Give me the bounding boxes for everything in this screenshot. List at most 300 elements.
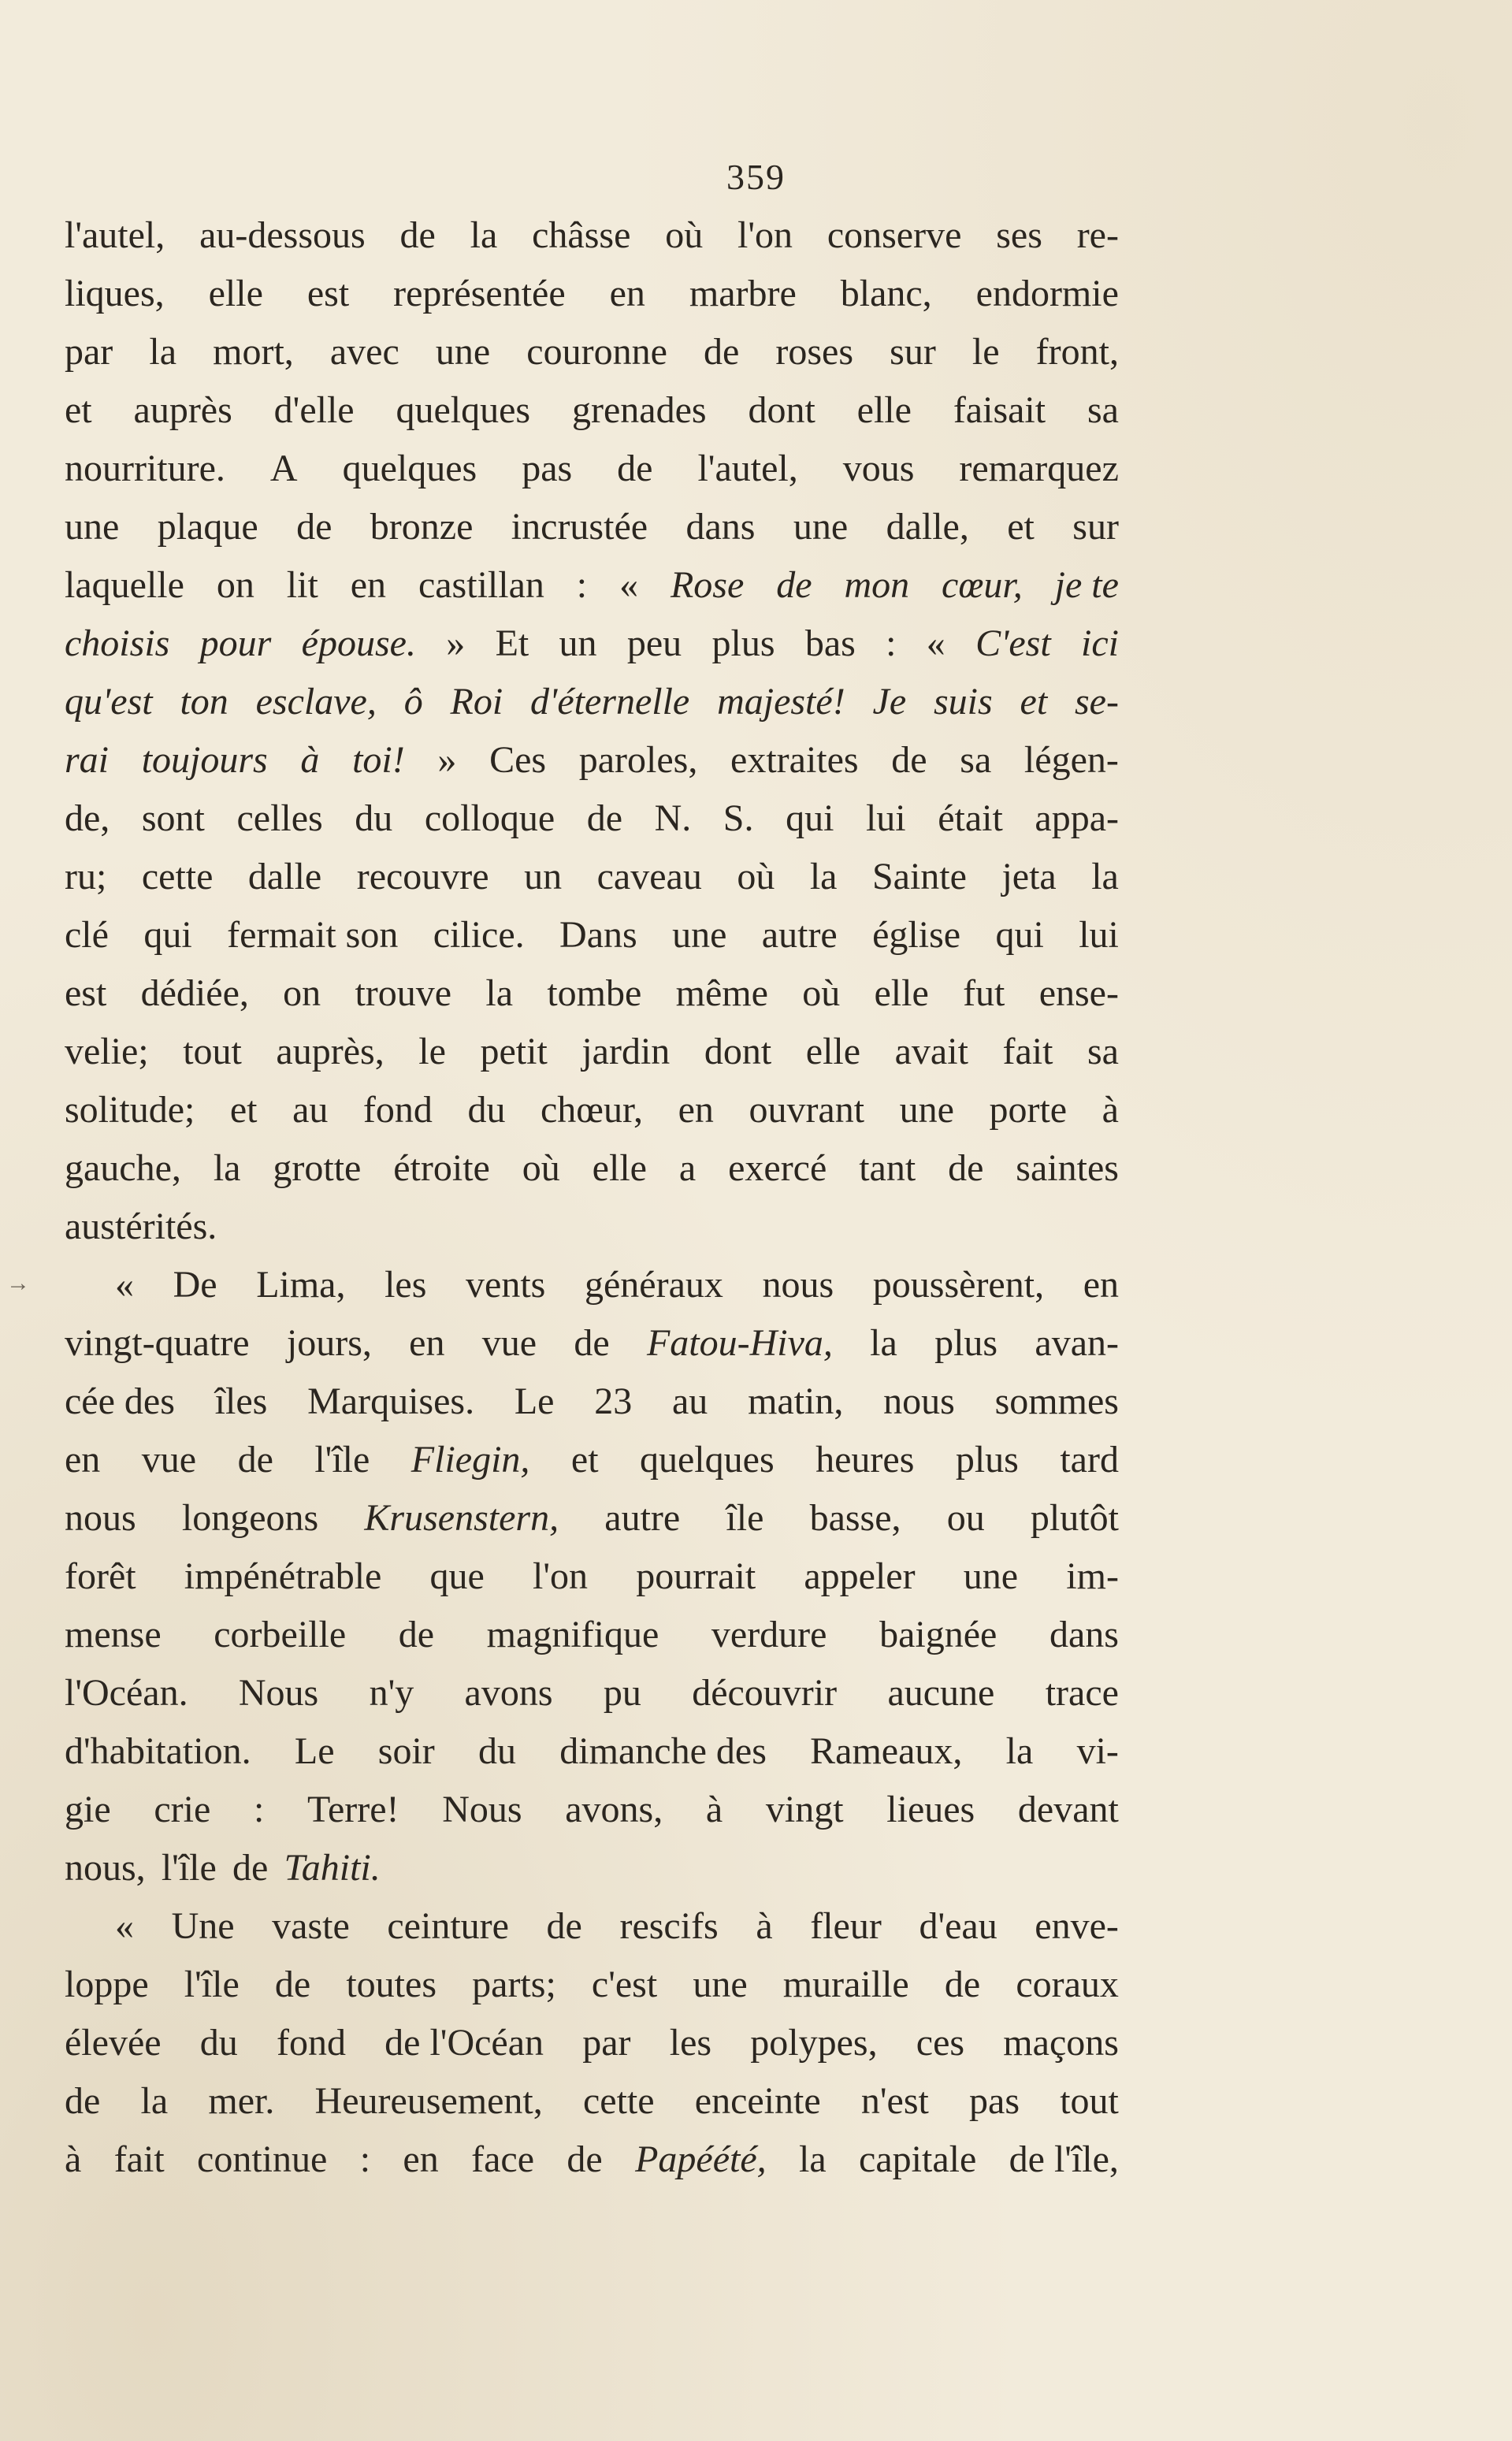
text-line [65, 1547, 1119, 1606]
word: à [1101, 1089, 1119, 1131]
word: liques, [65, 273, 165, 314]
word: une [693, 1964, 748, 2005]
word: aucune [887, 1672, 995, 1714]
word: dans [1049, 1614, 1119, 1655]
word: de, [65, 797, 110, 839]
word: la [799, 2138, 827, 2180]
word: petit [480, 1031, 548, 1072]
word: quelques [640, 1439, 775, 1481]
word: peu [626, 622, 682, 664]
word: quelques [342, 448, 477, 489]
word: plaque [157, 506, 258, 548]
word: trace [1045, 1672, 1119, 1714]
word: l'on [737, 214, 793, 256]
word: de [546, 1905, 582, 1947]
word: dont [748, 389, 815, 431]
word: Fatou-Hiva, [646, 1322, 833, 1364]
word: du [199, 2022, 238, 2064]
word: plus [934, 1322, 998, 1364]
word: on [216, 564, 254, 606]
word: même [675, 972, 768, 1014]
word: généraux [584, 1264, 723, 1306]
word: la [140, 2080, 169, 2122]
word: autre [761, 914, 838, 956]
word: la [485, 972, 514, 1014]
word: vingt-quatre [65, 1322, 250, 1364]
word: couronne [526, 331, 667, 373]
word: sommes [994, 1380, 1119, 1422]
word: jours, [286, 1322, 372, 1364]
word: Krusenstern, [364, 1497, 559, 1539]
word: l'île [161, 1847, 217, 1889]
word: fait [113, 2138, 165, 2180]
word: en [409, 1322, 445, 1364]
word: ses [996, 214, 1042, 256]
word: nous [883, 1380, 955, 1422]
word: faisait [953, 389, 1046, 431]
word: est [306, 273, 350, 314]
word: à [705, 1789, 723, 1830]
word: « [115, 1905, 134, 1947]
text-line [65, 1897, 1119, 1956]
word: plutôt [1030, 1497, 1119, 1539]
word: Rose [670, 564, 745, 606]
word: par [65, 331, 113, 373]
word: île [726, 1497, 764, 1539]
text-line [65, 265, 1119, 323]
word: elle [208, 273, 263, 314]
text-line [65, 1956, 1119, 2014]
word: c'est [591, 1964, 658, 2005]
word: extraites [730, 739, 859, 781]
word: dalle, [886, 506, 969, 548]
word: gie [65, 1789, 111, 1830]
word: pas [969, 2080, 1020, 2122]
word: De [173, 1264, 217, 1306]
word: lit [286, 564, 318, 606]
word: vous [842, 448, 915, 489]
text-line [65, 1373, 1119, 1431]
word: nous [762, 1264, 834, 1306]
text-line [65, 1081, 1119, 1139]
word: en [1083, 1264, 1119, 1306]
text-line [65, 498, 1119, 556]
word: avec [329, 331, 399, 373]
word: d'eau [919, 1905, 997, 1947]
word: » [437, 739, 457, 781]
word: Rameaux, [810, 1730, 963, 1772]
word: soir [377, 1730, 435, 1772]
word: sur [1072, 506, 1119, 548]
word: vents [466, 1264, 546, 1306]
text-line [65, 1256, 1119, 1314]
word: toi! [352, 739, 405, 781]
word: Roi [450, 681, 503, 723]
word: dont [704, 1031, 772, 1072]
word: ces [916, 2022, 965, 2064]
word: l'île [184, 1964, 240, 2005]
word: de [399, 214, 436, 256]
text-line [65, 1722, 1119, 1781]
margin-mark: → [6, 1270, 30, 1296]
word: de [703, 331, 740, 373]
word: mer. [208, 2080, 275, 2122]
word: avons [464, 1672, 553, 1714]
word: Lima, [256, 1264, 346, 1306]
word: majesté! [717, 681, 845, 723]
word: châsse [532, 214, 631, 256]
word: : [253, 1789, 265, 1830]
word: saintes [1016, 1147, 1119, 1189]
word: cette [582, 2080, 655, 2122]
word: où [522, 1147, 560, 1189]
text-line [65, 673, 1119, 731]
word: mon [844, 564, 910, 606]
word: cilice. [433, 914, 525, 956]
word: autre [604, 1497, 681, 1539]
word: Heureusement, [314, 2080, 543, 2122]
text-line [65, 1606, 1119, 1664]
word: vingt [765, 1789, 844, 1830]
word: à [756, 1905, 773, 1947]
word: fut [963, 972, 1005, 1014]
word: sa [1087, 1031, 1119, 1072]
word: de [567, 2138, 603, 2180]
word: endormie [975, 273, 1119, 314]
word: incrustée [511, 506, 648, 548]
word: pour [199, 622, 272, 664]
word: de [617, 448, 653, 489]
word: colloque [424, 797, 555, 839]
word: matin, [748, 1380, 844, 1422]
text-line [65, 1023, 1119, 1081]
word: » [446, 622, 466, 664]
word: pu [603, 1672, 641, 1714]
word: : [886, 622, 897, 664]
text-line [65, 848, 1119, 906]
word: de [232, 1847, 269, 1889]
word: auprès [133, 389, 232, 431]
word: Le [294, 1730, 335, 1772]
word: du [355, 797, 393, 839]
word: de [274, 1964, 311, 2005]
word: tout [183, 1031, 242, 1072]
word: dalle [247, 856, 322, 897]
word: du [467, 1089, 506, 1131]
word: basse, [809, 1497, 901, 1539]
word: au [292, 1089, 329, 1131]
word: de [776, 564, 812, 606]
word: heures [815, 1439, 915, 1481]
word: n'est [860, 2080, 929, 2122]
word: bas [804, 622, 856, 664]
word: en [403, 2138, 439, 2180]
word: bronze [370, 506, 474, 548]
word: que [429, 1555, 485, 1597]
word: Et [495, 622, 529, 664]
word: l'Océan. [65, 1672, 188, 1714]
word: poussèrent, [872, 1264, 1045, 1306]
word: forêt [65, 1555, 136, 1597]
word: Papéété, [635, 2138, 767, 2180]
word: fond [276, 2022, 346, 2064]
word: Le [514, 1380, 555, 1422]
word: polypes, [750, 2022, 878, 2064]
word: enve- [1035, 1905, 1119, 1947]
word: Terre! [306, 1789, 399, 1830]
word: « [926, 622, 945, 664]
word: devant [1017, 1789, 1119, 1830]
word: castillan [418, 564, 544, 606]
word: de [398, 1614, 435, 1655]
word: la [149, 331, 177, 373]
word: corbeille [214, 1614, 347, 1655]
word: esclave, [255, 681, 377, 723]
word: où [802, 972, 841, 1014]
word: « [619, 564, 639, 606]
word: de [237, 1439, 273, 1481]
word: en [678, 1089, 714, 1131]
word: velie; [65, 1031, 149, 1072]
text-line [65, 2072, 1119, 2131]
word: l'autel, [697, 448, 798, 489]
text-line [65, 1139, 1119, 1198]
word: ense- [1038, 972, 1119, 1014]
word: ceinture [387, 1905, 509, 1947]
word: au-dessous [199, 214, 366, 256]
word: église [872, 914, 961, 956]
word: du [478, 1730, 517, 1772]
word: fermait son [227, 914, 399, 956]
text-line [65, 1489, 1119, 1547]
word: le [971, 331, 1000, 373]
word: porte [989, 1089, 1068, 1131]
text-line [65, 731, 1119, 790]
text-line [65, 906, 1119, 964]
text-line [65, 206, 1119, 265]
word: mort, [213, 331, 294, 373]
text-line [65, 964, 1119, 1023]
word: pourrait [636, 1555, 756, 1597]
word: avait [894, 1031, 968, 1072]
word: ton [180, 681, 228, 723]
word: im- [1066, 1555, 1119, 1597]
word: parts; [472, 1964, 556, 2005]
word: un [559, 622, 597, 664]
word: lieues [886, 1789, 975, 1830]
word: la [1005, 1730, 1034, 1772]
word: appa- [1035, 797, 1119, 839]
text-line [65, 1314, 1119, 1373]
word: paroles, [578, 739, 698, 781]
word: dimanche des [559, 1730, 767, 1772]
word: on [283, 972, 321, 1014]
word: en [609, 273, 645, 314]
word: à [300, 739, 320, 781]
word: de [891, 739, 927, 781]
word: où [665, 214, 704, 256]
text-line [65, 323, 1119, 381]
word: N. [654, 797, 692, 839]
word: Dans [559, 914, 637, 956]
word: baignée [879, 1614, 997, 1655]
word: nous, [65, 1847, 146, 1889]
word: cée des [65, 1380, 175, 1422]
word: à [65, 2138, 82, 2180]
word: au [671, 1380, 708, 1422]
word: d'habitation. [65, 1730, 251, 1772]
text-line [65, 1198, 1119, 1256]
text-line [65, 381, 1119, 440]
word: plus [711, 622, 775, 664]
word: gauche, [65, 1147, 181, 1189]
word: fait [1002, 1031, 1053, 1072]
word: de [296, 506, 332, 548]
word: remarquez [959, 448, 1119, 489]
word: nourriture. [65, 448, 225, 489]
word: blanc, [840, 273, 932, 314]
word: « [115, 1264, 134, 1306]
body-text [65, 206, 1119, 2189]
word: de [586, 797, 622, 839]
page-number: 359 [726, 157, 786, 197]
word: a [678, 1147, 697, 1189]
word: S. [723, 797, 754, 839]
word: Marquises. [307, 1380, 475, 1422]
word: Une [171, 1905, 235, 1947]
word: ou [946, 1497, 985, 1539]
word: sa [1087, 389, 1119, 431]
word: austérités. [65, 1206, 217, 1247]
word: une [899, 1089, 954, 1131]
word: vaste [272, 1905, 350, 1947]
word: et [1007, 506, 1035, 548]
word: l'on [533, 1555, 589, 1597]
word: tant [859, 1147, 916, 1189]
word: légen- [1023, 739, 1119, 781]
word: découvrir [692, 1672, 838, 1714]
word: de [948, 1147, 984, 1189]
word: appeler [804, 1555, 916, 1597]
word: vue [141, 1439, 197, 1481]
text-line [65, 790, 1119, 848]
word: et [570, 1439, 599, 1481]
word: en [65, 1439, 101, 1481]
word: pas [522, 448, 573, 489]
word: tombe [547, 972, 642, 1014]
word: jeta [1001, 856, 1057, 897]
word: clé [65, 914, 109, 956]
word: : [359, 2138, 371, 2180]
word: fond [362, 1089, 433, 1131]
word: élevée [65, 2022, 162, 2064]
word: Je [872, 681, 907, 723]
word: les [385, 1264, 427, 1306]
word: étroite [393, 1147, 490, 1189]
word: les [669, 2022, 712, 2064]
word: tout [1060, 2080, 1119, 2122]
word: la [470, 214, 498, 256]
word: l'île [314, 1439, 370, 1481]
word: dans [685, 506, 756, 548]
text-line [65, 2014, 1119, 2072]
text-line [65, 556, 1119, 615]
word: recouvre [356, 856, 489, 897]
word: une [793, 506, 849, 548]
word: plus [955, 1439, 1019, 1481]
word: et [229, 1089, 258, 1131]
text-line [65, 440, 1119, 498]
word: une [963, 1555, 1019, 1597]
word: avan- [1035, 1322, 1119, 1364]
word: elle [856, 389, 912, 431]
word: capitale [859, 2138, 977, 2180]
word: la [1091, 856, 1119, 897]
word: quelques [396, 389, 531, 431]
word: maçons [1003, 2022, 1119, 2064]
word: mense [65, 1614, 162, 1655]
word: ici [1081, 622, 1119, 664]
word: se- [1075, 681, 1119, 723]
word: n'y [369, 1672, 414, 1714]
word: de [574, 1322, 610, 1364]
word: en [350, 564, 387, 606]
text-line [65, 1839, 1119, 1897]
word: re- [1076, 214, 1119, 256]
word: toujours [141, 739, 268, 781]
word: îles [214, 1380, 268, 1422]
word: elle [592, 1147, 647, 1189]
word: une [672, 914, 727, 956]
word: Nous [442, 1789, 522, 1830]
word: Nous [238, 1672, 319, 1714]
word: loppe [65, 1964, 149, 2005]
word: le [418, 1031, 446, 1072]
word: l'autel, [65, 214, 165, 256]
word: cœur, [942, 564, 1023, 606]
word: rescifs [619, 1905, 719, 1947]
word: qui [786, 797, 834, 839]
word: : [576, 564, 588, 606]
word: face [471, 2138, 534, 2180]
word: une [435, 331, 491, 373]
word: qu'est [65, 681, 153, 723]
word: enceinte [694, 2080, 821, 2122]
word: la [213, 1147, 241, 1189]
word: cette [141, 856, 214, 897]
word: impénétrable [184, 1555, 382, 1597]
word: je te [1054, 564, 1119, 606]
word: crie [154, 1789, 211, 1830]
word: trouve [355, 972, 452, 1014]
word: vue [481, 1322, 537, 1364]
word: Fliegin, [411, 1439, 530, 1481]
word: A [269, 448, 298, 489]
word: sur [890, 331, 936, 373]
word: suis [933, 681, 993, 723]
word: ru; [65, 856, 107, 897]
word: ô [403, 681, 423, 723]
word: choisis [65, 622, 170, 664]
word: nous [65, 1497, 136, 1539]
word: chœur, [541, 1089, 644, 1131]
word: lui [865, 797, 906, 839]
word: où [737, 856, 775, 897]
word: C'est [975, 622, 1051, 664]
word: tard [1060, 1439, 1119, 1481]
word: Sainte [871, 856, 967, 897]
word: caveau [596, 856, 702, 897]
